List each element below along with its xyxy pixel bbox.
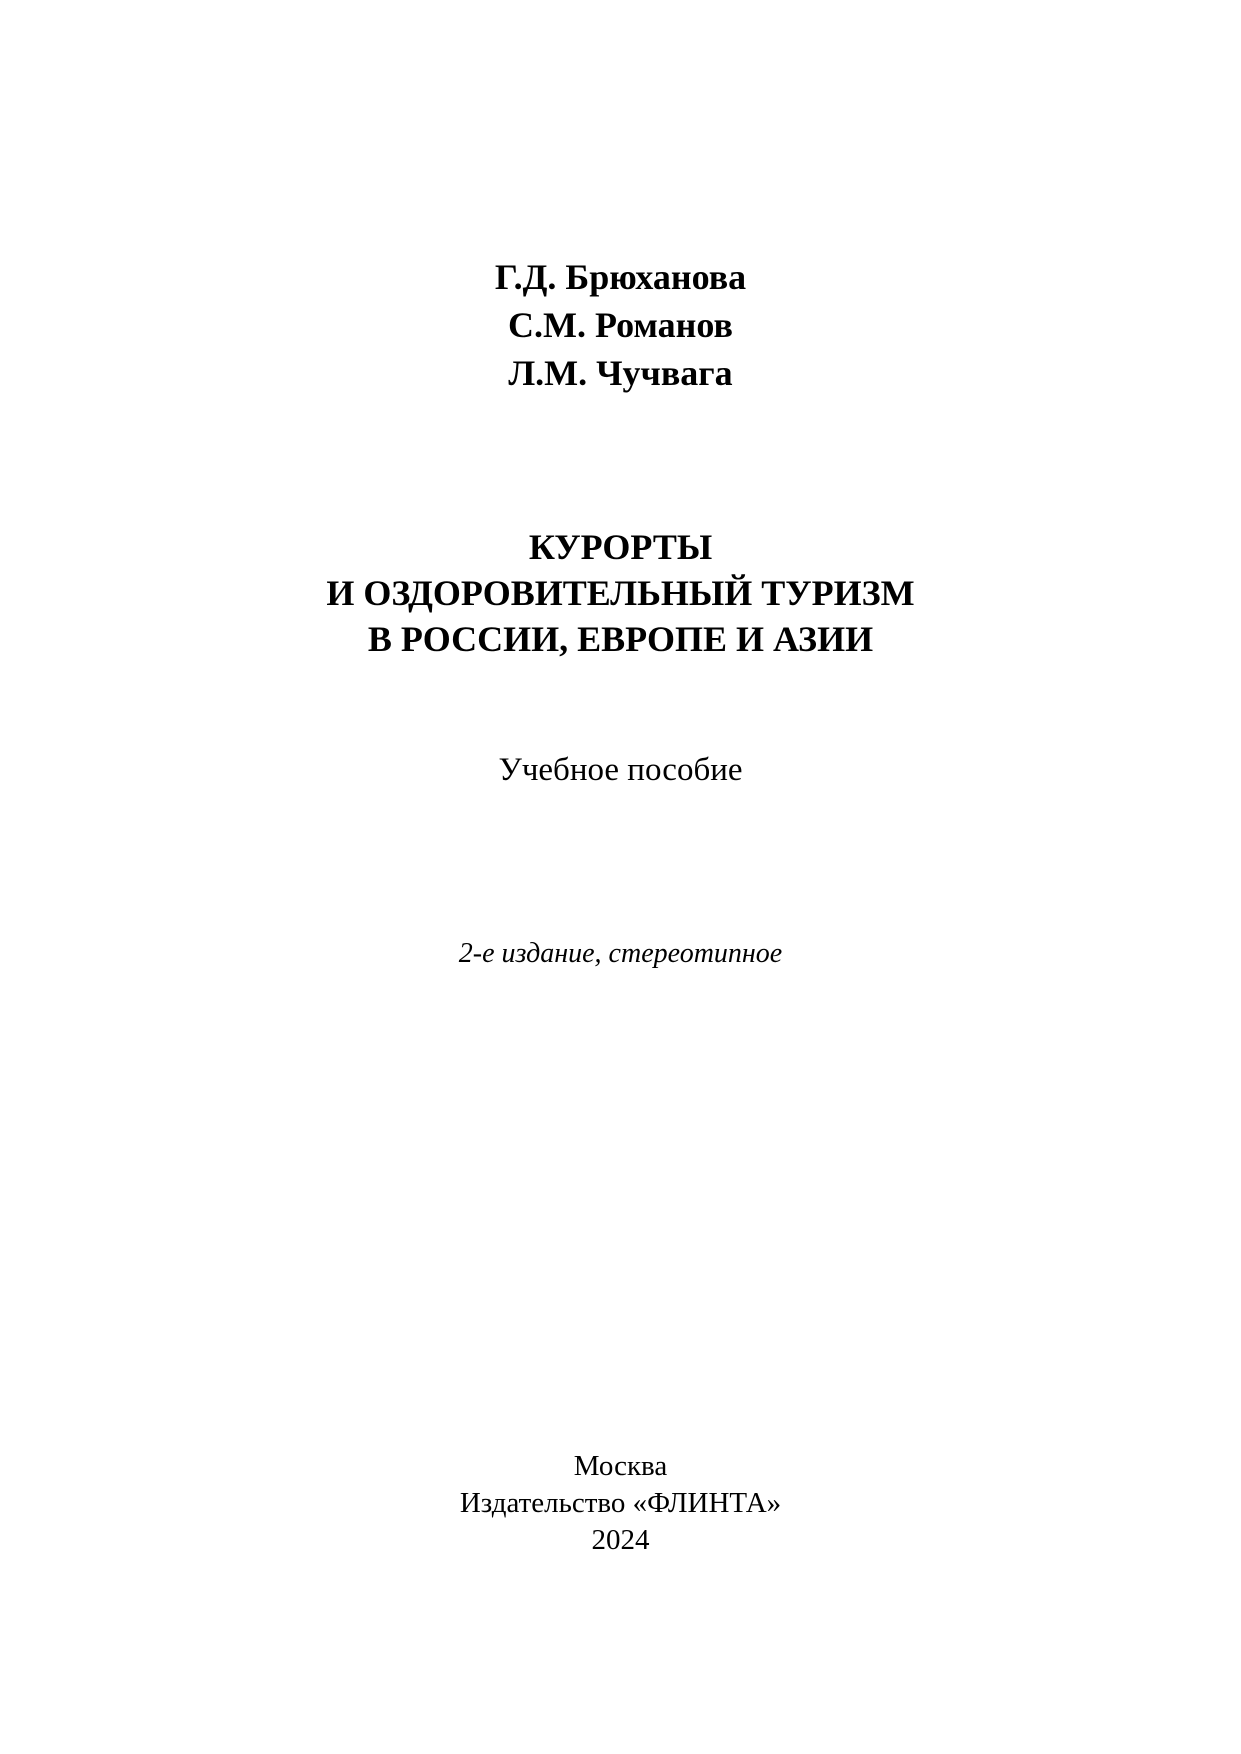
book-subtitle: Учебное пособие xyxy=(498,752,743,788)
book-title-line: КУРОРТЫ xyxy=(528,527,713,567)
author-name: Г.Д. Брюханова xyxy=(494,257,747,297)
author-name: С.М. Романов xyxy=(508,305,733,345)
imprint-city: Москва xyxy=(573,1450,668,1482)
imprint-year: 2024 xyxy=(591,1524,650,1556)
book-title-line: В РОССИИ, ЕВРОПЕ И АЗИИ xyxy=(367,619,874,659)
book-title xyxy=(0,524,1241,662)
book-title-line: И ОЗДОРОВИТЕЛЬНЫЙ ТУРИЗМ xyxy=(326,573,915,613)
authors-block xyxy=(0,253,1241,397)
author-name: Л.М. Чучвага xyxy=(508,353,733,393)
imprint-publisher: Издательство «ФЛИНТА» xyxy=(459,1487,782,1519)
edition-note: 2-е издание, стереотипное xyxy=(458,938,783,969)
imprint-block xyxy=(0,1448,1241,1559)
